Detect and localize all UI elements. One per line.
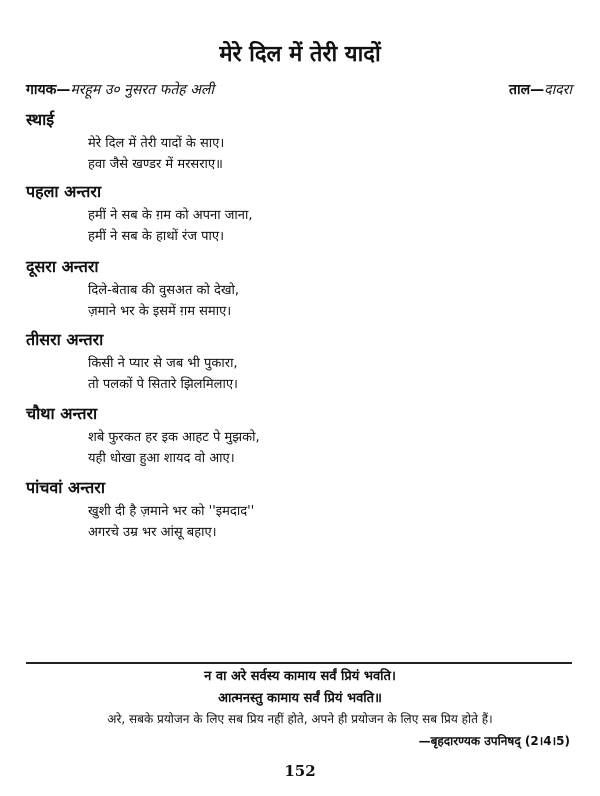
lyric-line: शबे फुरकत हर इक आहट पे मुझको,: [88, 430, 260, 445]
section-heading: दूसरा अन्तरा: [26, 257, 99, 276]
section-sthai: [26, 108, 224, 175]
lyric-line: तो पलकों पे सितारे झिलमिलाए।: [88, 377, 238, 392]
lyric-line: हमीं ने सब के ग़म को अपना जाना,: [88, 208, 253, 223]
lyric-line: यही धोखा हुआ शायद वो आए।: [88, 451, 235, 466]
lyric-line: ज़माने भर के इसमें ग़म समाए।: [88, 304, 232, 319]
song-title: मेरे दिल में तेरी यादों: [219, 42, 381, 67]
section-heading: स्थाई: [26, 110, 55, 129]
song-meta: [26, 80, 572, 99]
lyric-line: हवा जैसे खण्डर में मरसराए॥: [88, 157, 223, 172]
sanskrit-quote-line-2: आत्मनस्तु कामाय सर्वं प्रियं भवति॥: [218, 691, 382, 706]
lyric-line: हमीं ने सब के हाथों रंज पाए।: [88, 229, 225, 244]
singer-info: [26, 80, 214, 99]
quote-translation: अरे, सबके प्रयोजन के लिए सब प्रिय नहीं होते, अपने ही प्रयोजन के लिए सब प्रिय होते हैं।: [107, 712, 493, 726]
taal-label: ताल—: [509, 82, 545, 98]
section-heading: पांचवां अन्तरा: [26, 478, 105, 497]
section-antara-3: [26, 328, 238, 395]
singer-name: मरहूम उ० नुसरत फतेह अली: [70, 82, 215, 98]
section-antara-1: [26, 180, 252, 247]
section-heading: तीसरा अन्तरा: [26, 330, 104, 349]
quote-citation: —बृहदारण्यक उपनिषद् (2।4।5): [418, 734, 570, 748]
lyric-line: खुशी दी है ज़माने भर को ''इमदाद'': [88, 504, 255, 519]
singer-label: गायक—: [26, 82, 71, 98]
taal-info: [509, 80, 572, 99]
lyric-line: किसी ने प्यार से जब भी पुकारा,: [88, 356, 238, 371]
section-antara-2: [26, 255, 239, 322]
lyric-line: अगरचे उम्र भर आंसू बहाए।: [88, 525, 217, 540]
section-antara-4: [26, 402, 260, 469]
section-heading: पहला अन्तरा: [26, 182, 102, 201]
sanskrit-quote-line-1: न वा अरे सर्वस्य कामाय सर्वं प्रियं भवति।: [204, 669, 396, 684]
taal-name: दादरा: [544, 82, 572, 98]
lyric-line: दिले-बेताब की वुसअत को देखो,: [88, 283, 240, 298]
footer-divider: [26, 662, 572, 664]
lyric-line: मेरे दिल में तेरी यादों के साए।: [88, 136, 225, 151]
section-antara-5: [26, 476, 254, 543]
section-heading: चौथा अन्तरा: [26, 404, 98, 423]
page-number: 152: [284, 762, 316, 780]
